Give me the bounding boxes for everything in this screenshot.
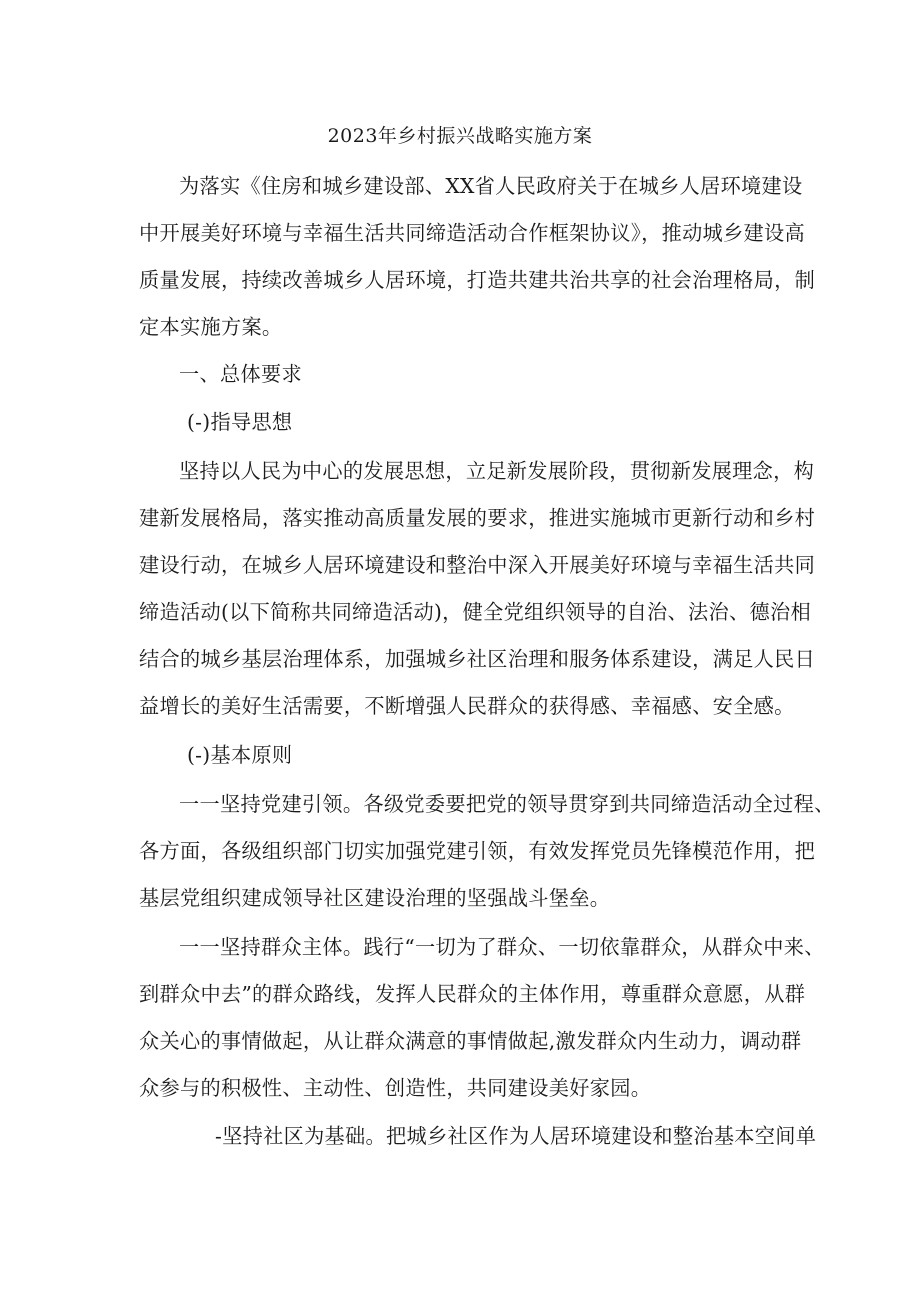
paragraph-line: 众关心的事情做起，从让群众满意的事情做起,激发群众内生动力，调动群 (139, 1029, 802, 1053)
paragraph-line: 众参与的积极性、主动性、创造性，共同建设美好家园。 (139, 1076, 652, 1100)
paragraph-line: -坚持社区为基础。把城乡社区作为人居环境建设和整治基本空间单 (215, 1124, 817, 1148)
intro-line: 为落实《住房和城乡建设部、XX省人民政府关于在城乡人居环境建设 (179, 174, 803, 198)
paragraph-line: 基层党组织建成领导社区建设治理的坚强战斗堡垒。 (139, 886, 611, 910)
paragraph-line: 缔造活动(以下简称共同缔造活动)，健全党组织领导的自治、法治、德治相 (139, 600, 811, 624)
paragraph-line: 结合的城乡基层治理体系，加强城乡社区治理和服务体系建设，满足人民日 (139, 647, 816, 671)
section-heading: 一、总体要求 (179, 362, 302, 386)
paragraph-line: 坚持以人民为中心的发展思想，立足新发展阶段，贯彻新发展理念，构 (179, 459, 815, 483)
subsection-heading: (-)基本原则 (187, 743, 293, 767)
intro-line: 质量发展，持续改善城乡人居环境，打造共建共治共享的社会治理格局，制 (139, 268, 816, 292)
document-title: 2023年乡村振兴战略实施方案 (327, 125, 593, 147)
subsection-heading: (-)指导思想 (187, 410, 293, 434)
paragraph-line: 各方面，各级组织部门切实加强党建引领，有效发挥党员先锋模范作用，把 (139, 839, 816, 863)
paragraph-line: 到群众中去”的群众路线，发挥人民群众的主体作用，尊重群众意愿，从群 (139, 982, 806, 1006)
paragraph-line: 益增长的美好生活需要，不断增强人民群众的获得感、幸福感、安全感。 (139, 694, 795, 718)
paragraph-line: 建设行动，在城乡人居环境建设和整治中深入开展美好环境与幸福生活共同 (139, 553, 816, 577)
paragraph-line: 建新发展格局，落实推动高质量发展的要求，推进实施城市更新行动和乡村 (139, 506, 816, 530)
paragraph-line: 一一坚持群众主体。践行“一切为了群众、一切依靠群众，从群众中来、 (179, 935, 825, 959)
paragraph-line: 一一坚持党建引领。各级党委要把党的领导贯穿到共同缔造活动全过程、 (179, 792, 835, 816)
intro-line: 中开展美好环境与幸福生活共同缔造活动合作框架协议》，推动城乡建设高 (139, 221, 805, 245)
intro-line: 定本实施方案。 (139, 315, 283, 339)
